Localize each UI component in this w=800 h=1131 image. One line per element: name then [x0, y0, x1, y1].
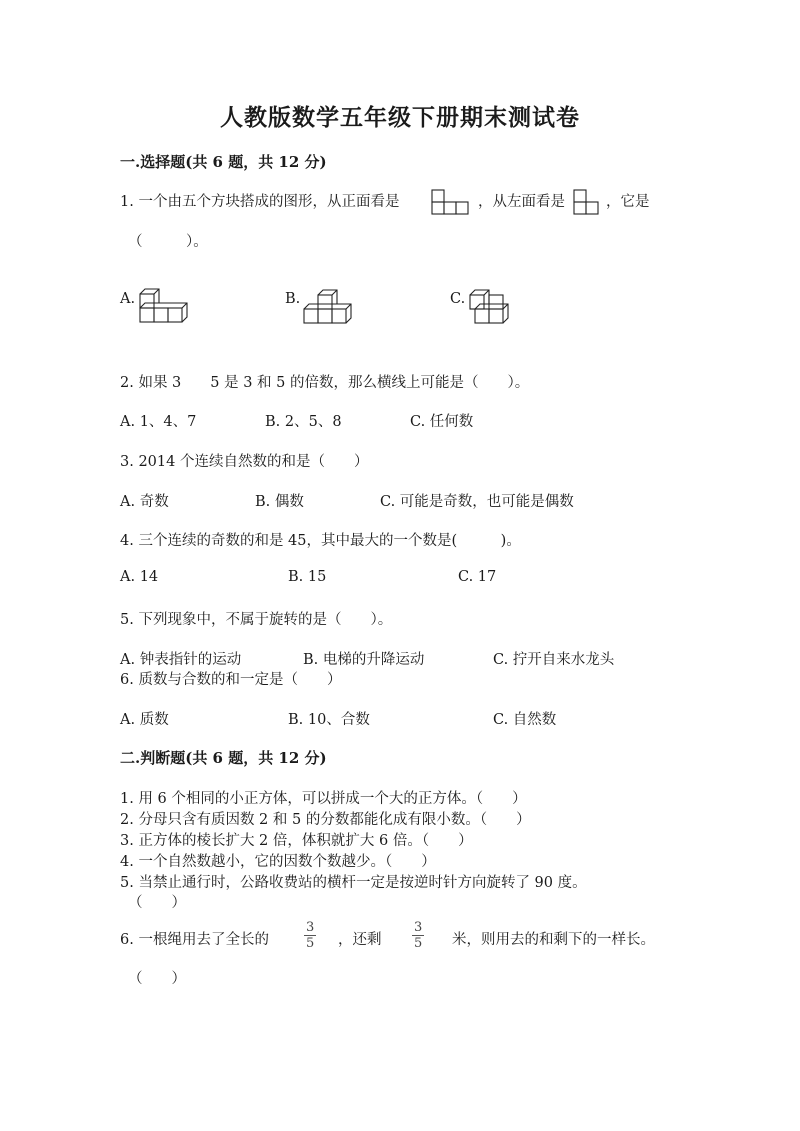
left-view-figure — [572, 188, 604, 224]
q2-option-a: A. 1、4、7 — [120, 414, 197, 430]
fraction-numerator: 3 — [306, 920, 315, 935]
fraction-three-fifths-1 — [304, 920, 316, 951]
q1-option-b-figure — [302, 285, 354, 331]
q1-option-a-figure — [138, 288, 190, 330]
section-heading-choice: 一.选择题(共 6 题，共 12 分) — [120, 153, 327, 171]
q1-option-c-label: C. — [450, 291, 466, 307]
question-1-paren: （ ）。 — [128, 234, 208, 250]
q1-option-b-label: B. — [285, 291, 301, 307]
q6-option-c: C. 自然数 — [493, 712, 557, 728]
question-4-text: 4. 三个连续的奇数的和是 45，其中最大的一个数是( )。 — [120, 533, 521, 549]
judgement-item-6-text-a: 6. 一根绳用去了全长的 — [120, 932, 269, 948]
judgement-item-3: 3. 正方体的棱长扩大 2 倍，体积就扩大 6 倍。（ ） — [120, 833, 473, 849]
judgement-item-5-paren: （ ） — [128, 895, 186, 911]
judgement-item-6-text-c: 米，则用去的和剩下的一样长。 — [452, 932, 655, 948]
front-view-figure — [430, 188, 474, 224]
q4-option-a: A. 14 — [120, 569, 159, 585]
q2-option-b: B. 2、5、8 — [265, 414, 342, 430]
fraction-numerator: 3 — [414, 920, 423, 935]
judgement-item-5: 5. 当禁止通行时，公路收费站的横杆一定是按逆时针方向旋转了 90 度。 — [120, 875, 587, 891]
q1-option-a-label: A. — [120, 291, 136, 307]
section-heading-judgement: 二.判断题(共 6 题，共 12 分) — [120, 749, 327, 767]
q3-option-a: A. 奇数 — [120, 494, 169, 510]
judgement-item-4: 4. 一个自然数越小，它的因数个数越少。（ ） — [120, 854, 436, 870]
fraction-denominator: 5 — [306, 936, 315, 951]
judgement-item-6-text-b: ，还剩 — [338, 932, 382, 948]
question-3-text: 3. 2014 个连续自然数的和是（ ） — [120, 454, 369, 470]
judgement-item-2: 2. 分母只含有质因数 2 和 5 的分数都能化成有限小数。（ ） — [120, 812, 531, 828]
q2-option-c: C. 任何数 — [410, 414, 474, 430]
q1-option-c-figure — [468, 283, 520, 331]
page-title: 人教版数学五年级下册期末测试卷 — [220, 104, 580, 131]
q3-option-c: C. 可能是奇数，也可能是偶数 — [380, 494, 574, 510]
question-1-text-c: ，它是 — [606, 194, 650, 210]
q3-option-b: B. 偶数 — [255, 494, 304, 510]
judgement-item-1: 1. 用 6 个相同的小正方体，可以拼成一个大的正方体。（ ） — [120, 791, 527, 807]
question-1-text-a: 1. 一个由五个方块搭成的图形，从正面看是 — [120, 194, 400, 210]
q5-option-c: C. 拧开自来水龙头 — [493, 652, 615, 668]
q6-option-a: A. 质数 — [120, 712, 169, 728]
q5-option-b: B. 电梯的升降运动 — [303, 652, 425, 668]
fraction-denominator: 5 — [414, 936, 423, 951]
judgement-item-6-paren: （ ） — [128, 971, 186, 987]
q4-option-b: B. 15 — [288, 569, 327, 585]
q6-option-b: B. 10、合数 — [288, 712, 370, 728]
q5-option-a: A. 钟表指针的运动 — [120, 652, 242, 668]
question-1-text-b: ，从左面看是 — [478, 194, 565, 210]
question-2-text: 2. 如果 3 5 是 3 和 5 的倍数，那么横线上可能是（ ）。 — [120, 375, 530, 391]
question-5-text: 5. 下列现象中，不属于旋转的是（ ）。 — [120, 612, 393, 628]
q4-option-c: C. 17 — [458, 569, 497, 585]
fraction-three-fifths-2 — [412, 920, 424, 951]
question-6-text: 6. 质数与合数的和一定是（ ） — [120, 672, 342, 688]
